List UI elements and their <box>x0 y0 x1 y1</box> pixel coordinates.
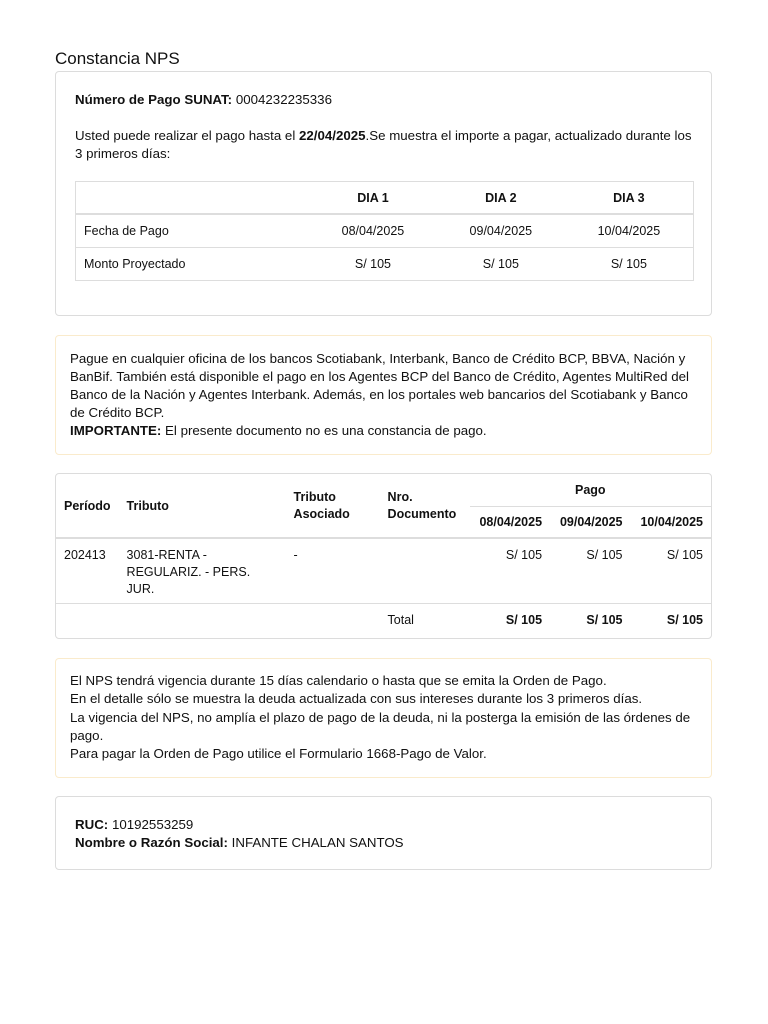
projected-amounts-table <box>75 181 694 281</box>
vigencia-line-3: La vigencia del NPS, no amplía el plazo de pago de la deuda, ni la posterga la emisión de las órdenes de pago. <box>70 709 691 743</box>
detail-panel <box>55 473 712 639</box>
cell-nro-documento <box>380 538 470 604</box>
numero-pago-row <box>75 91 332 109</box>
table-header-dia-2: DIA 2 <box>437 182 565 215</box>
ruc-row <box>75 816 692 834</box>
cell-amount-3: S/ 105 <box>631 538 711 604</box>
table-cell: 08/04/2025 <box>309 214 437 248</box>
total-empty-cell <box>286 604 380 636</box>
total-row <box>56 604 711 636</box>
detail-table <box>56 474 711 635</box>
intro-text-after: .Se muestra el importe a pagar, actualizado durante los 3 primeros días: <box>75 128 692 161</box>
total-amount-1: S/ 105 <box>470 604 550 636</box>
table-cell: S/ 105 <box>565 248 694 281</box>
header-date-1: 08/04/2025 <box>470 507 550 539</box>
nombre-row <box>75 834 692 852</box>
cell-amount-1: S/ 105 <box>470 538 550 604</box>
header-tributo-asociado: Tributo Asociado <box>293 489 350 521</box>
row-label-fecha: Fecha de Pago <box>76 214 310 248</box>
total-empty-cell <box>119 604 286 636</box>
ruc-label: RUC: <box>75 817 109 832</box>
table-row <box>56 538 711 604</box>
header-date-2: 09/04/2025 <box>550 507 630 539</box>
header-nro-documento: Nro. Documento <box>387 489 457 521</box>
detail-header-row <box>56 474 711 507</box>
nps-panel <box>55 71 712 316</box>
important-text: El presente documento no es una constancia de pago. <box>161 423 487 438</box>
table-cell: 10/04/2025 <box>565 214 694 248</box>
cell-amount-2: S/ 105 <box>550 538 630 604</box>
header-periodo: Período <box>64 498 111 513</box>
table-cell: 09/04/2025 <box>437 214 565 248</box>
vigencia-line-4: Para pagar la Orden de Pago utilice el Formulario 1668-Pago de Valor. <box>70 746 487 762</box>
total-label: Total <box>380 604 470 636</box>
intro-text-before: Usted puede realizar el pago hasta el <box>75 128 299 143</box>
cell-tributo-asociado: - <box>286 538 380 604</box>
vigencia-panel <box>55 658 712 778</box>
table-header-empty <box>76 182 310 215</box>
payment-intro-text <box>75 127 695 163</box>
important-note <box>70 422 697 440</box>
banks-text: Pague en cualquier oficina de los bancos Scotiabank, Interbank, Banco de Crédito BCP, BBVA, Nación y BanBif. También está disponible el pago en los Agentes BCP del Banco de Crédito, Agentes MultiRed del Banco de la Nación y Agentes Interbank. Además, en los portales web bancarios del Scotiabank y Banco de Crédito BCP. <box>70 351 689 420</box>
table-cell: S/ 105 <box>309 248 437 281</box>
table-row <box>76 214 694 248</box>
numero-pago-value: 0004232235336 <box>235 92 332 107</box>
contribuyente-panel <box>55 796 712 870</box>
table-cell: S/ 105 <box>437 248 565 281</box>
nombre-value: INFANTE CHALAN SANTOS <box>231 835 404 850</box>
table-header-dia-1: DIA 1 <box>309 182 437 215</box>
row-label-monto: Monto Proyectado <box>76 248 310 281</box>
ruc-value: 10192553259 <box>111 817 194 832</box>
payment-deadline-date: 22/04/2025 <box>298 128 366 143</box>
vigencia-line-2: En el detalle sólo se muestra la deuda actualizada con sus intereses durante los 3 primeros días. <box>70 691 643 707</box>
nombre-label: Nombre o Razón Social: <box>75 835 228 850</box>
table-header-row <box>76 182 694 215</box>
total-empty-cell <box>56 604 119 636</box>
header-date-3: 10/04/2025 <box>631 507 711 539</box>
total-amount-3: S/ 105 <box>631 604 711 636</box>
banks-info-panel <box>55 335 712 455</box>
page-title: Constancia NPS <box>55 49 180 68</box>
header-tributo: Tributo <box>126 498 169 513</box>
total-amount-2: S/ 105 <box>550 604 630 636</box>
numero-pago-label: Número de Pago SUNAT: <box>75 92 233 107</box>
cell-periodo: 202413 <box>56 538 119 604</box>
vigencia-line-1: El NPS tendrá vigencia durante 15 días calendario o hasta que se emita la Orden de Pago. <box>70 673 607 688</box>
table-header-dia-3: DIA 3 <box>565 182 694 215</box>
cell-tributo: 3081-RENTA - REGULARIZ. - PERS. JUR. <box>119 538 286 604</box>
table-row <box>76 248 694 281</box>
important-label: IMPORTANTE: <box>70 423 162 438</box>
header-pago: Pago <box>574 483 606 497</box>
